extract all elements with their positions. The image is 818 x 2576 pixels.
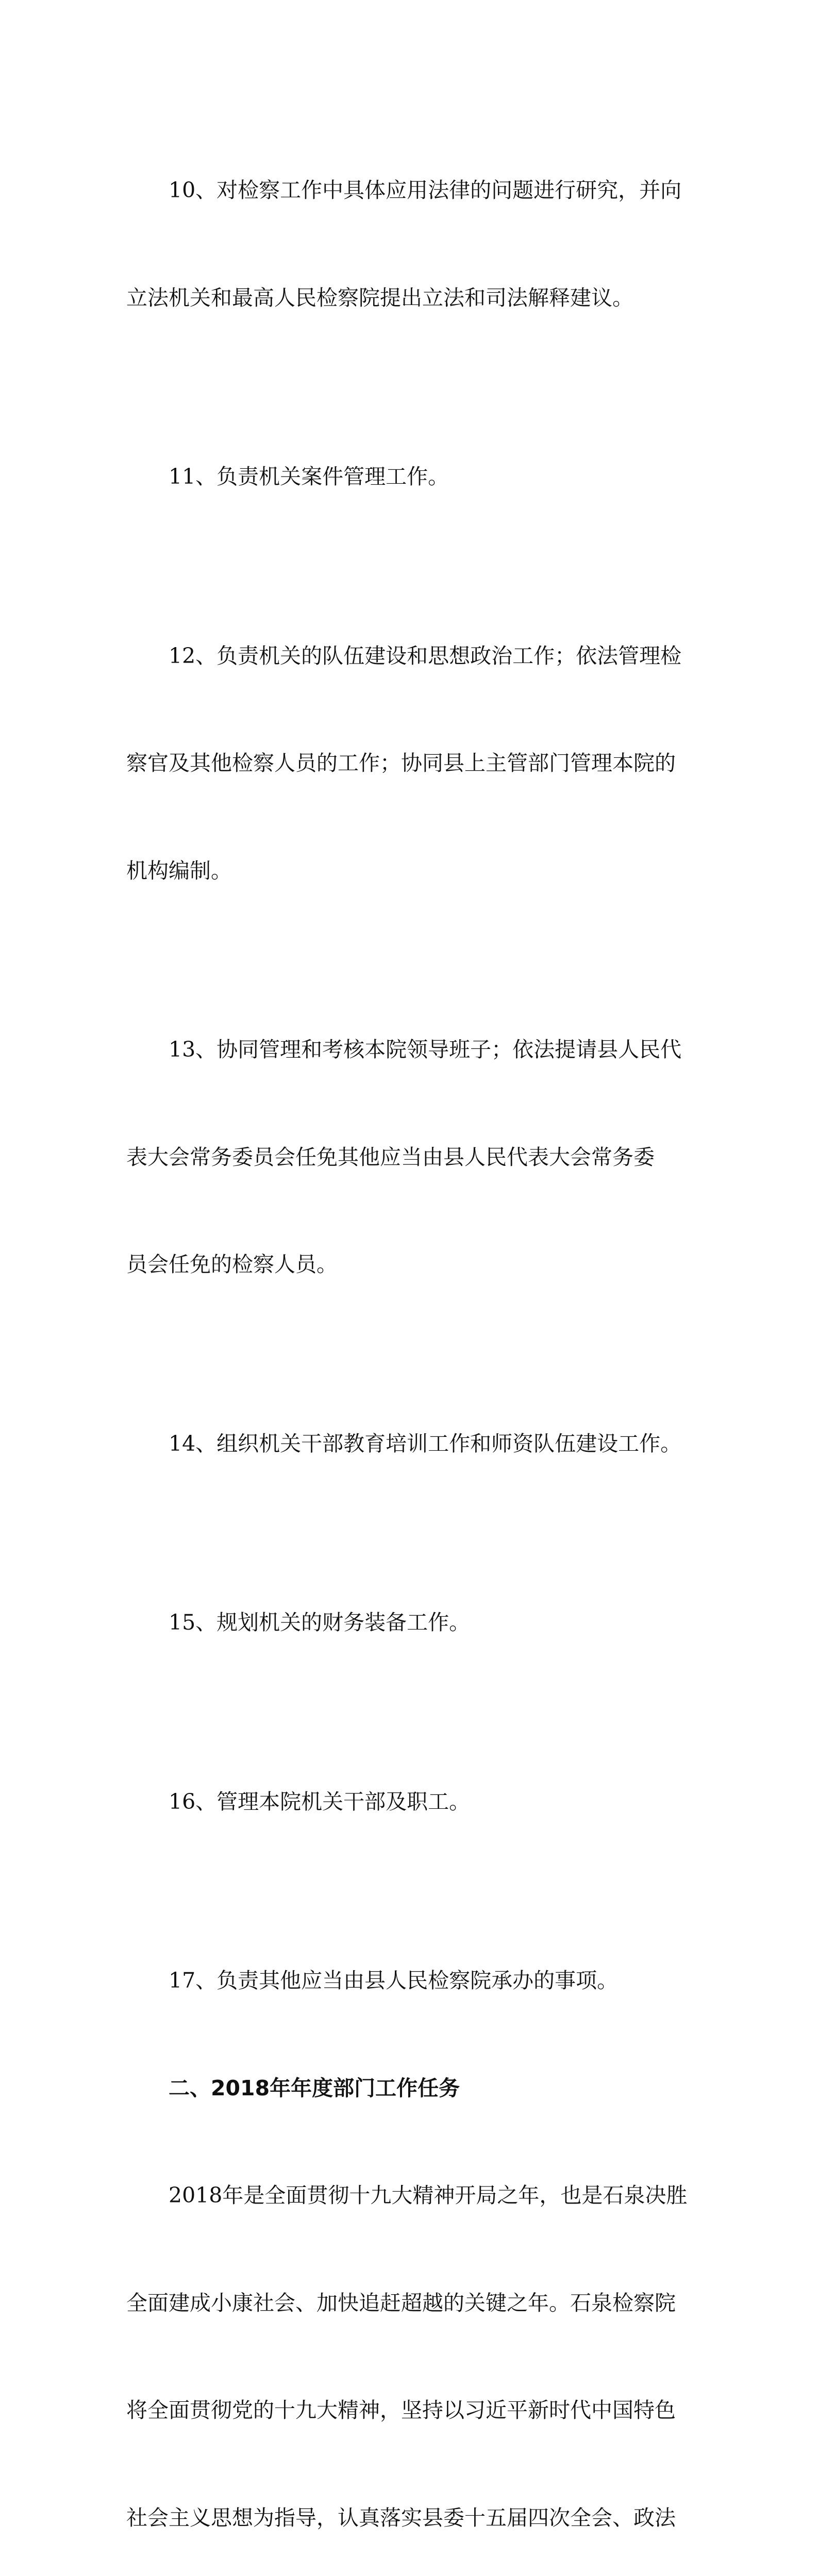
text-line: 11、负责机关案件管理工作。: [169, 464, 449, 489]
document-body: [126, 101, 699, 2576]
list-item-16: [126, 1713, 699, 1892]
text-line: 16、管理本院机关干部及职工。: [169, 1789, 471, 1814]
text-line: 14、组织机关干部教育培训工作和师资队伍建设工作。: [169, 1431, 682, 1456]
list-item-11: [126, 387, 699, 567]
text-line: 将全面贯彻党的十九大精神，坚持以习近平新时代中国特色: [126, 2398, 676, 2422]
text-line: 察官及其他检察人员的工作；协同县上主管部门管理本院的: [126, 751, 676, 775]
text-line: 12、负责机关的队伍建设和思想政治工作；依法管理检: [169, 643, 682, 668]
text-line: 立法机关和最高人民检察院提出立法和司法解释建议。: [126, 285, 633, 310]
text-line: 全面建成小康社会、加快追赶超越的关键之年。石泉检察院: [126, 2290, 676, 2315]
list-item-13: [126, 960, 699, 1354]
text-line: 13、协同管理和考核本院领导班子；依法提请县人民代: [169, 1037, 682, 1062]
list-item-15: [126, 1533, 699, 1713]
body-paragraph: [126, 2106, 699, 2576]
text-line: 17、负责其他应当由县人民检察院承办的事项。: [169, 1968, 619, 1993]
text-line: 员会任免的检察人员。: [126, 1252, 338, 1277]
list-item-12: [126, 567, 699, 961]
text-line: 2018年是全面贯彻十九大精神开局之年，也是石泉决胜: [169, 2183, 688, 2208]
text-line: 15、规划机关的财务装备工作。: [169, 1610, 471, 1635]
section-heading: 二、2018年年度部门工作任务: [169, 2075, 460, 2100]
list-item-17: [126, 1891, 699, 2071]
text-line: 表大会常务委员会任免其他应当由县人民代表大会常务委: [126, 1144, 655, 1170]
text-line: 10、对检察工作中具体应用法律的问题进行研究，并向: [169, 178, 682, 202]
text-line: 社会主义思想为指导，认真落实县委十五届四次全会、政法: [126, 2505, 676, 2530]
text-line: 机构编制。: [126, 858, 232, 883]
list-item-10: [126, 101, 699, 387]
list-item-14: [126, 1354, 699, 1534]
